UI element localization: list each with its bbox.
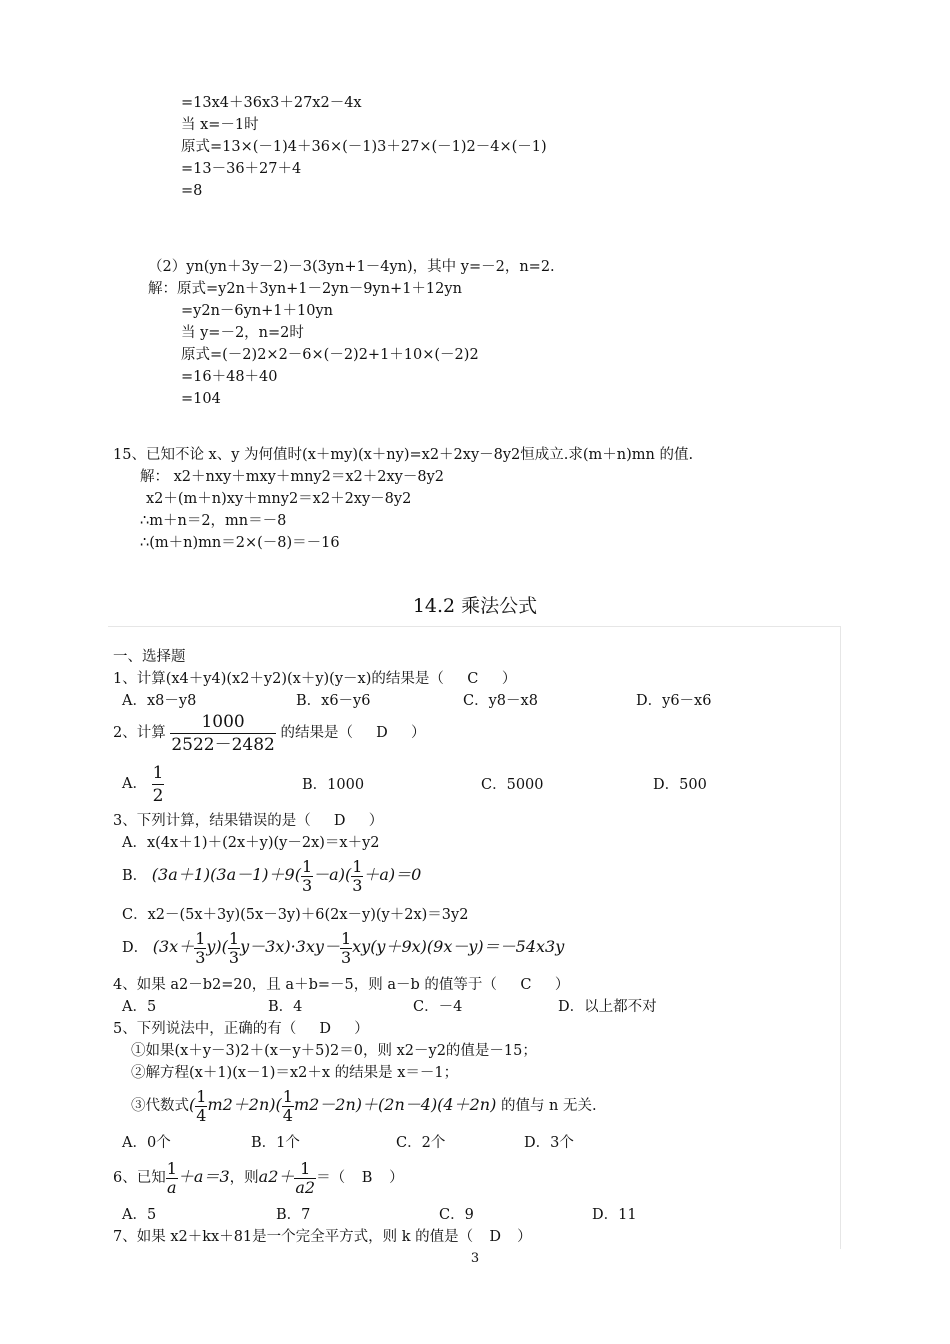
question-stem: 6、已知 bbox=[113, 1170, 166, 1186]
fraction bbox=[351, 858, 363, 895]
option-c: C．2个 bbox=[396, 1135, 446, 1151]
bracket: ） bbox=[368, 813, 384, 829]
answer-letter: D bbox=[489, 1229, 501, 1245]
denominator: 3 bbox=[228, 947, 240, 967]
denominator: 3 bbox=[340, 947, 352, 967]
problem-line: （2）yn(yn＋3y－2)－3(3yn+1－4yn)，其中 y=－2，n=2. bbox=[148, 259, 555, 275]
question-stem: 2、计算 bbox=[113, 725, 166, 741]
option-c: C．－4 bbox=[413, 999, 463, 1015]
option-d: D．以上都不对 bbox=[558, 999, 657, 1015]
expression: ＋a)＝0 bbox=[363, 865, 422, 884]
option-c: C．y8－x8 bbox=[463, 693, 538, 709]
denominator: a bbox=[167, 1177, 177, 1197]
solution-line: ∴m＋n＝2，mn＝－8 bbox=[140, 513, 287, 529]
answer-letter: C bbox=[520, 977, 532, 993]
solution-line: x2＋(m＋n)xy＋mny2＝x2＋2xy－8y2 bbox=[146, 491, 412, 507]
option-d: D．3个 bbox=[524, 1135, 574, 1151]
bracket: ） bbox=[554, 977, 570, 993]
solution-line: 解：原式=y2n＋3yn+1－2yn－9yn+1＋12yn bbox=[148, 281, 462, 297]
question-1 bbox=[113, 670, 516, 688]
option-b: B．1个 bbox=[251, 1135, 300, 1151]
solution-line: 解： x2＋nxy＋mxy＋mny2＝x2＋2xy－8y2 bbox=[140, 469, 444, 485]
solution-line: =8 bbox=[181, 183, 203, 199]
expression: ＋a＝3 bbox=[177, 1167, 230, 1186]
statement-3 bbox=[131, 1082, 597, 1129]
fraction bbox=[228, 930, 240, 967]
page-number: 3 bbox=[470, 1251, 480, 1266]
section-title: 14.2 乘法公式 bbox=[412, 595, 538, 617]
solution-line: =13x4＋36x3＋27x2－4x bbox=[181, 95, 362, 111]
expression: (3x＋ bbox=[152, 937, 195, 956]
solution-line: =y2n－6yn+1＋10yn bbox=[181, 303, 334, 319]
bracket: ） bbox=[389, 1170, 404, 1186]
solution-line: 原式=(－2)2×2－6×(－2)2+1＋10×(－2)2 bbox=[181, 347, 479, 363]
expression: －a)( bbox=[313, 865, 352, 884]
answer-letter: B bbox=[361, 1170, 373, 1186]
expression: y－3x)·3xy－ bbox=[240, 937, 340, 956]
fraction bbox=[282, 1088, 294, 1125]
numerator: 1 bbox=[282, 1086, 293, 1106]
fraction bbox=[194, 930, 206, 967]
numerator: 1 bbox=[352, 856, 363, 876]
denominator: 3 bbox=[352, 875, 363, 895]
option-c: C．9 bbox=[439, 1207, 474, 1223]
option-b: B．7 bbox=[276, 1207, 311, 1223]
expression: a2＋ bbox=[258, 1167, 295, 1186]
statement-text: 的值与 n 无关. bbox=[500, 1098, 597, 1114]
statement-text: ③代数式 bbox=[131, 1098, 189, 1114]
denominator: 3 bbox=[301, 875, 313, 895]
denominator: 4 bbox=[282, 1105, 293, 1125]
answer-letter: C bbox=[467, 671, 479, 687]
option-a: A．x(4x＋1)＋(2x＋y)(y－2x)＝x＋y2 bbox=[122, 835, 380, 851]
option-b: B．x6－y6 bbox=[296, 693, 371, 709]
numerator: 1 bbox=[166, 1158, 177, 1178]
question-5 bbox=[113, 1020, 369, 1038]
numerator: 1 bbox=[196, 1086, 207, 1106]
solution-line: =13－36＋27＋4 bbox=[181, 161, 302, 177]
fraction bbox=[152, 762, 165, 807]
option-d: D．500 bbox=[653, 777, 707, 793]
bracket: ） bbox=[410, 725, 426, 741]
bracket: ） bbox=[354, 1021, 369, 1037]
denominator: 2522－2482 bbox=[171, 734, 275, 755]
numerator: 1 bbox=[301, 856, 313, 876]
option-label: A． bbox=[122, 776, 147, 792]
expression: (3a＋1)(3a－1)＋9( bbox=[151, 865, 301, 884]
fraction bbox=[294, 1160, 316, 1197]
option-d bbox=[122, 924, 564, 971]
denominator: 3 bbox=[195, 947, 206, 967]
numerator: 1 bbox=[340, 928, 352, 948]
option-a: A．5 bbox=[122, 1207, 157, 1223]
solution-line: ∴(m＋n)mn＝2×(－8)＝－16 bbox=[140, 535, 340, 551]
question-15: 15、已知不论 x、y 为何值时(x＋my)(x＋ny)=x2＋2xy－8y2恒成立.求(m＋n)mn 的值. bbox=[113, 447, 694, 463]
question-stem: ＝（ bbox=[316, 1170, 346, 1186]
question-2 bbox=[113, 710, 425, 756]
answer-letter: D bbox=[319, 1021, 332, 1037]
solution-line: =104 bbox=[181, 391, 221, 407]
denominator: 4 bbox=[196, 1105, 207, 1125]
answer-letter: D bbox=[376, 725, 388, 741]
numerator: 1000 bbox=[201, 711, 245, 732]
denominator: 2 bbox=[152, 785, 164, 806]
question-4 bbox=[113, 976, 569, 994]
option-a bbox=[122, 760, 164, 808]
option-c: C．x2－(5x＋3y)(5x－3y)＋6(2x－y)(y＋2x)＝3y2 bbox=[122, 907, 469, 923]
fraction bbox=[195, 1088, 207, 1125]
question-stem: ，则 bbox=[229, 1170, 259, 1186]
numerator: 1 bbox=[300, 1158, 311, 1178]
expression: ( bbox=[189, 1095, 196, 1114]
question-stem: 的结果是（ bbox=[280, 725, 353, 741]
option-d: D．11 bbox=[592, 1207, 637, 1223]
question-stem: 4、如果 a2－b2=20，且 a＋b=－5，则 a－b 的值等于（ bbox=[113, 977, 497, 993]
solution-line: 当 x=－1时 bbox=[181, 117, 259, 133]
expression: m2－2n)＋(2n－4)(4＋2n) bbox=[293, 1095, 497, 1114]
option-a: A．0个 bbox=[122, 1135, 171, 1151]
option-label: B． bbox=[122, 868, 148, 884]
section-heading: 一、选择题 bbox=[113, 649, 186, 665]
denominator: a2 bbox=[295, 1177, 316, 1197]
option-d: D．y6－x6 bbox=[636, 693, 712, 709]
expression: m2＋2n)( bbox=[207, 1095, 282, 1114]
question-7 bbox=[113, 1228, 532, 1246]
option-a: A．x8－y8 bbox=[122, 693, 197, 709]
numerator: 1 bbox=[152, 762, 164, 783]
fraction bbox=[170, 711, 276, 756]
fraction bbox=[301, 858, 313, 895]
question-stem: 3、下列计算，结果错误的是（ bbox=[113, 813, 311, 829]
answer-letter: D bbox=[333, 813, 346, 829]
question-stem: 7、如果 x2＋kx＋81是一个完全平方式，则 k 的值是（ bbox=[113, 1229, 474, 1245]
option-label: D． bbox=[122, 940, 149, 956]
option-a: A．5 bbox=[122, 999, 157, 1015]
option-b: B．1000 bbox=[302, 777, 365, 793]
option-b: B．4 bbox=[268, 999, 303, 1015]
statement-2: ②解方程(x＋1)(x－1)＝x2＋x 的结果是 x＝－1； bbox=[131, 1065, 459, 1081]
solution-line: 当 y=－2，n=2时 bbox=[181, 325, 304, 341]
question-6 bbox=[113, 1154, 404, 1201]
question-3 bbox=[113, 812, 383, 830]
statement-1: ①如果(x＋y－3)2＋(x－y＋5)2＝0，则 x2－y2的值是－15； bbox=[131, 1043, 537, 1059]
solution-line: 原式=13×(－1)4＋36×(－1)3＋27×(－1)2－4×(－1) bbox=[181, 139, 547, 155]
question-stem: 1、计算(x4＋y4)(x2＋y2)(x＋y)(y－x)的结果是（ bbox=[113, 671, 444, 687]
expression: y)( bbox=[206, 937, 228, 956]
numerator: 1 bbox=[195, 928, 206, 948]
numerator: 1 bbox=[228, 928, 240, 948]
bracket: ） bbox=[517, 1229, 532, 1245]
option-b bbox=[122, 852, 421, 899]
solution-line: =16＋48＋40 bbox=[181, 369, 278, 385]
bracket: ） bbox=[501, 671, 517, 687]
question-stem: 5、下列说法中，正确的有（ bbox=[113, 1021, 297, 1037]
fraction bbox=[340, 930, 352, 967]
option-c: C．5000 bbox=[481, 777, 544, 793]
fraction bbox=[166, 1160, 178, 1197]
expression: xy(y＋9x)(9x－y)＝－54x3y bbox=[352, 937, 565, 956]
